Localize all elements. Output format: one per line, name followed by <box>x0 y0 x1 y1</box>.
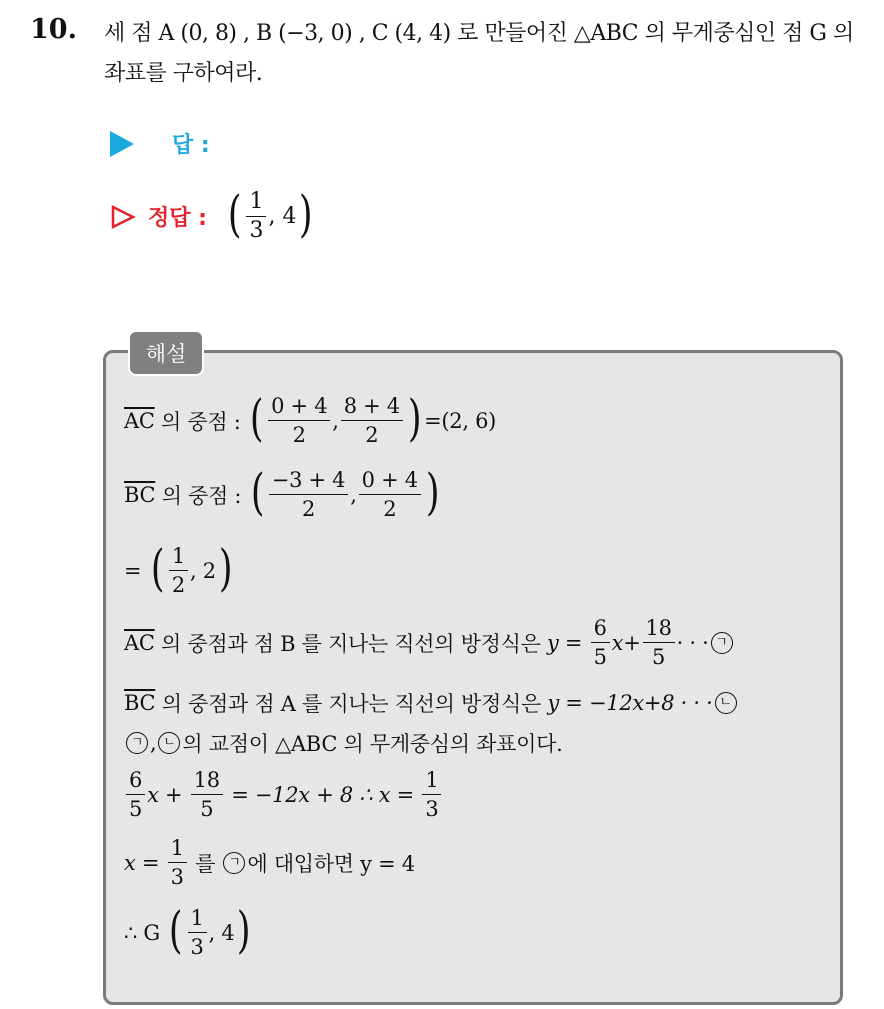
correct-answer-row <box>110 184 316 245</box>
solution-line-3: = ( $\frac{1}{2}$ , 2 ) <box>124 538 233 597</box>
correct-answer-value: ( $\frac{1}{3}$ , 4 ) <box>227 184 314 243</box>
solution-line-8: x = $\frac{1}{3}$ 를 ㄱ 에 대입하면 y = 4 <box>124 836 415 889</box>
solution-line-6: ㄱ , ㄴ 의 교점이 △ABC 의 무게중심의 좌표이다. <box>124 728 562 758</box>
question-text: 세 점 A (0, 8) , B (−3, 0) , C (4, 4) 로 만들어진 △ABC 의 무게중심인 점 G 의 좌표를 구하여라. <box>104 21 854 86</box>
solution-line-9: ∴ G ( $\frac{1}{3}$ , 4 ) <box>124 900 251 959</box>
solution-line-1: $\overline{AC}$ 의 중점 : ( $\frac{0 + 4}{2}$ , $\frac{8 + 4}{2}$ ) =(2, 6) <box>124 388 497 447</box>
play-triangle-icon <box>110 131 134 157</box>
circled-nieun-icon: ㄴ <box>158 732 180 754</box>
answer-label: 답 : <box>172 133 210 158</box>
circled-giyeok-icon: ㄱ <box>223 852 245 874</box>
correct-answer-label: 정답 : <box>148 206 207 231</box>
circled-giyeok-icon: ㄱ <box>126 732 148 754</box>
solution-line-4: $\overline{AC}$ 의 중점과 점 B 를 지나는 직선의 방정식은 y = $\frac{6}{5}$ x+ $\frac{18}{5}$ · · · ㄱ <box>124 614 735 671</box>
question-number: 10. <box>30 14 77 45</box>
answer-row <box>110 128 210 159</box>
solution-line-2: $\overline{BC}$ 의 중점 : ( $\frac{-3 + 4}{2}$ , $\frac{0 + 4}{2}$ ) <box>124 462 440 521</box>
solution-line-7: $\frac{6}{5}$ x + $\frac{18}{5}$ = −12x + 8 ∴ x = $\frac{1}{3}$ <box>124 766 443 823</box>
fraction: $\frac{1}{3}$ <box>246 188 266 245</box>
outline-triangle-icon <box>110 204 136 230</box>
solution-line-5: $\overline{BC}$ 의 중점과 점 A 를 지나는 직선의 방정식은 y = −12x+8 · · · ㄴ <box>124 688 739 718</box>
circled-giyeok-icon: ㄱ <box>711 632 733 654</box>
solution-tag: 해설 <box>128 330 204 376</box>
circled-nieun-icon: ㄴ <box>715 692 737 714</box>
